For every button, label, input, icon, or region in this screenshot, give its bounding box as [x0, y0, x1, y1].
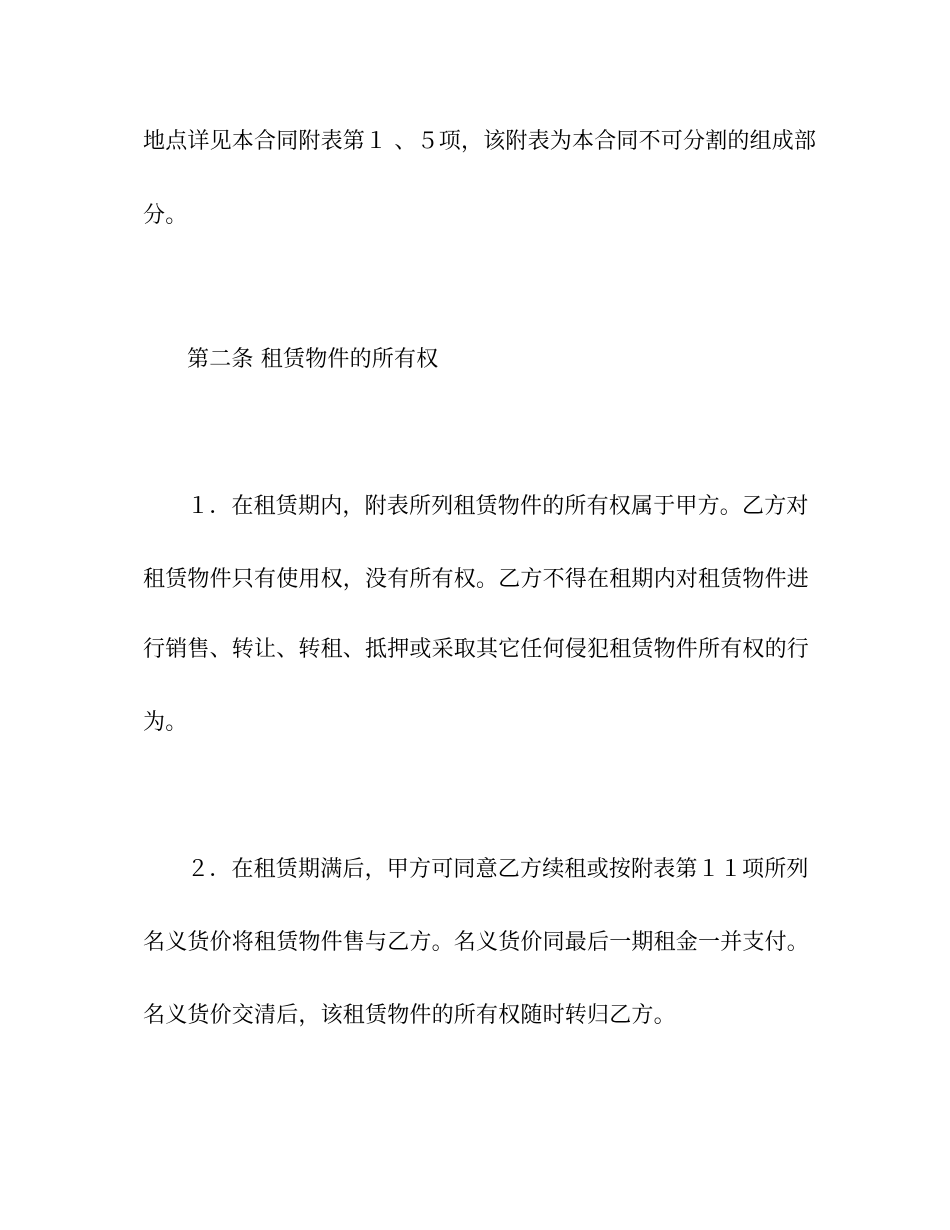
paragraph-line: ２．在租赁期满后，甲方可同意乙方续租或按附表第１１项所列	[187, 857, 809, 882]
paragraph-line: 为。	[143, 710, 188, 735]
paragraph-line: 行销售、转让、转租、抵押或采取其它任何侵犯租赁物件所有权的行	[143, 637, 810, 662]
paragraph-line: 分。	[143, 203, 188, 228]
paragraph-line: 地点详见本合同附表第１ 、５项，该附表为本合同不可分割的组成部	[143, 129, 817, 154]
paragraph-line: 租赁物件只有使用权，没有所有权。乙方不得在租期内对租赁物件进	[143, 567, 810, 592]
article-heading: 第二条 租赁物件的所有权	[187, 347, 439, 372]
paragraph-line: 名义货价交清后，该租赁物件的所有权随时转归乙方。	[143, 1003, 676, 1028]
paragraph-line: １．在租赁期内，附表所列租赁物件的所有权属于甲方。乙方对	[187, 494, 809, 519]
paragraph-line: 名义货价将租赁物件售与乙方。名义货价同最后一期租金一并支付。	[143, 930, 810, 955]
